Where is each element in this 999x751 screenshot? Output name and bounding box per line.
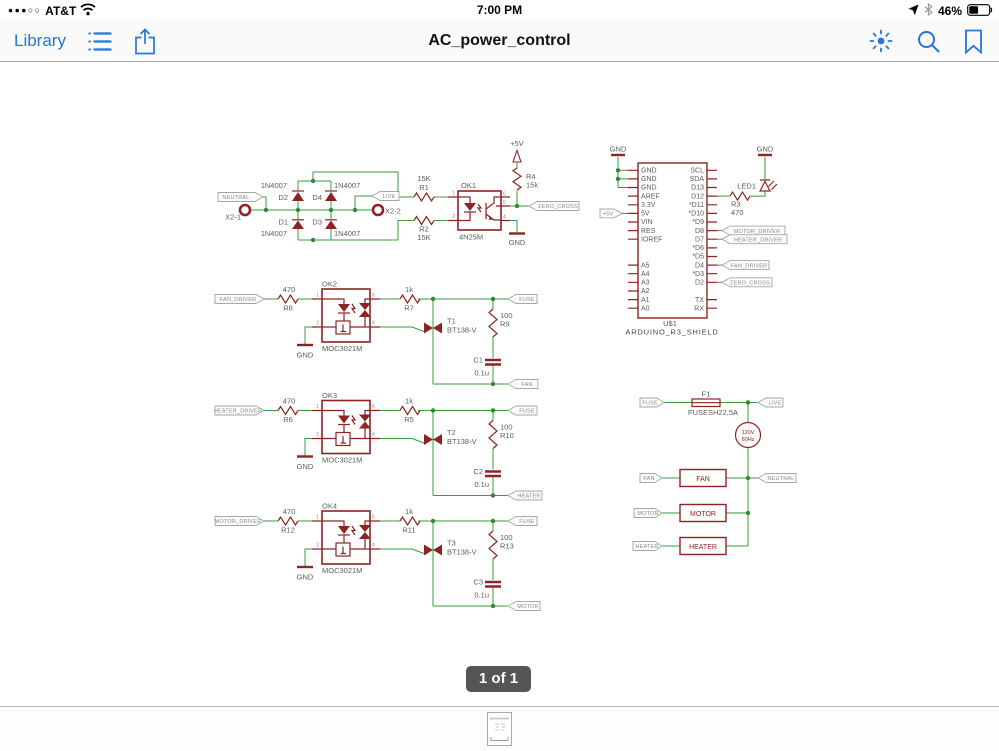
motor-driver-flag-text: MOTOR_DRIVER bbox=[733, 228, 781, 235]
resistor-output bbox=[400, 507, 420, 535]
live-flag bbox=[758, 398, 783, 407]
resistor-value: 470 bbox=[282, 396, 296, 406]
resistor-name: R11 bbox=[402, 525, 416, 535]
ok1-pin4: 4 bbox=[503, 214, 506, 221]
diode-d2-value: 1N4007 bbox=[260, 181, 287, 190]
gnd-symbol bbox=[297, 567, 314, 582]
motor-driver-flag bbox=[717, 226, 785, 235]
diode-d3 bbox=[312, 218, 360, 239]
resistor-name: R9 bbox=[500, 319, 510, 329]
library-back-button[interactable]: Library bbox=[14, 31, 66, 50]
resistor-name: R8 bbox=[283, 303, 293, 313]
motor-flag bbox=[634, 509, 662, 518]
supply-5v-label: +5V bbox=[510, 139, 524, 148]
pin-label: *D9 bbox=[692, 219, 704, 227]
arduino-refdes: U$1 bbox=[663, 319, 677, 328]
ok1-pin2: 2 bbox=[452, 214, 455, 220]
pin-number: 2 bbox=[316, 542, 319, 549]
snubber-capacitor bbox=[473, 467, 501, 489]
resistor-value: 470 bbox=[282, 507, 296, 516]
cap-name: C2 bbox=[473, 467, 483, 476]
pin-number: 2 bbox=[316, 432, 319, 438]
opto-channel-heater bbox=[214, 391, 542, 500]
r3-value: 470 bbox=[731, 208, 744, 217]
led1-name: LED1 bbox=[737, 181, 756, 191]
r4-value: 15k bbox=[526, 180, 539, 190]
pin-number: 4 bbox=[372, 320, 375, 327]
pin-label: IOREF bbox=[641, 236, 663, 244]
diode-d4-name: D4 bbox=[312, 193, 322, 202]
opto-channel-fan bbox=[215, 280, 538, 389]
r3-name: R3 bbox=[731, 199, 741, 209]
ac-voltage: 120V bbox=[741, 430, 755, 436]
resistor-input bbox=[278, 285, 298, 313]
pin-label: D12 bbox=[691, 193, 704, 201]
zero-cross-flag-arduino bbox=[717, 278, 772, 287]
pad-x2-2 bbox=[373, 205, 401, 216]
fan-driver-flag-text: FAN_DRIVER bbox=[730, 263, 768, 270]
opto-name: OK2 bbox=[322, 279, 338, 289]
pin-label: D4 bbox=[695, 262, 704, 270]
resistor-name: R12 bbox=[281, 525, 295, 535]
neutral-flag-text: NEUTRAL bbox=[222, 195, 250, 202]
signal-strength-icon: ●●●○○ bbox=[8, 5, 42, 15]
resistor-name: R10 bbox=[500, 431, 514, 440]
resistor-r4 bbox=[513, 168, 538, 190]
ac-source bbox=[736, 423, 761, 448]
fan-flag-text: FAN bbox=[643, 476, 655, 483]
gnd-label: GND bbox=[296, 462, 314, 471]
triac bbox=[424, 539, 477, 557]
diode-d3-name: D3 bbox=[312, 217, 322, 227]
bridge-rectifier bbox=[218, 172, 448, 242]
load-flag-text: MOTOR bbox=[517, 604, 539, 611]
snubber-resistor bbox=[489, 421, 514, 449]
resistor-name: R7 bbox=[404, 303, 414, 313]
opto-channel-motor bbox=[215, 502, 540, 611]
opto-part: MOC3021M bbox=[322, 566, 363, 575]
r4-name: R4 bbox=[526, 172, 536, 181]
resistor-input bbox=[278, 397, 298, 425]
resistor-value: 100 bbox=[500, 311, 513, 320]
cap-name: C1 bbox=[473, 355, 483, 365]
pin-label: D2 bbox=[695, 279, 704, 287]
fuse-input-flag-text: FUSE bbox=[642, 400, 658, 407]
motor-flag-text: MOTOR bbox=[637, 511, 659, 518]
pin-label: D7 bbox=[695, 236, 704, 244]
pin-label: AREF bbox=[641, 193, 660, 201]
f1-part: FUSESH22,5A bbox=[687, 408, 739, 417]
driver-flag-text: FAN_DRIVER bbox=[219, 297, 257, 304]
gnd-symbol-ok1 bbox=[509, 234, 526, 248]
clock-label: 7:00 PM bbox=[476, 3, 523, 17]
resistor-name: R5 bbox=[404, 415, 414, 424]
page-thumbnail-bar bbox=[0, 706, 999, 750]
pin-label: 3.3V bbox=[641, 202, 656, 209]
ok1-part: 4N25M bbox=[459, 232, 484, 242]
resistor-value: 1k bbox=[405, 507, 413, 516]
pin-label: VIN bbox=[641, 219, 653, 227]
resistor-value: 1k bbox=[405, 396, 413, 406]
neutral-flag-label bbox=[218, 193, 263, 202]
pin-label: A4 bbox=[641, 270, 650, 278]
triac-name: T1 bbox=[447, 316, 456, 326]
gnd-symbol-arduino-right bbox=[757, 145, 774, 156]
r2-value: 15K bbox=[417, 233, 431, 242]
neutral-flag-text: NEUTRAL bbox=[767, 476, 795, 483]
gnd-symbol bbox=[297, 345, 314, 360]
resistor-r1 bbox=[414, 174, 434, 201]
pin-label: A3 bbox=[641, 279, 650, 287]
pad-x2-1-label: X2-1 bbox=[225, 212, 241, 222]
carrier-label: AT&T bbox=[45, 4, 77, 18]
live-flag-text: LIVE bbox=[768, 400, 782, 407]
pin-label: A0 bbox=[641, 305, 650, 313]
gnd-ok1-label: GND bbox=[508, 238, 526, 247]
ok1-pin1: 1 bbox=[452, 190, 455, 197]
cap-name: C3 bbox=[473, 577, 483, 587]
diode-d2-name: D2 bbox=[278, 193, 288, 202]
resistor-value: 470 bbox=[282, 285, 296, 294]
ok1-pin5: 5 bbox=[503, 200, 506, 206]
pin-number: 4 bbox=[372, 432, 375, 438]
driver-flag bbox=[214, 406, 264, 415]
fuse-flag-text: FUSE bbox=[519, 408, 535, 415]
led1 bbox=[737, 157, 777, 196]
diode-d1-value: 1N4007 bbox=[260, 229, 287, 238]
zero-cross-detector bbox=[414, 139, 579, 247]
heater-driver-flag-text: HEATER_DRIVER bbox=[733, 237, 783, 244]
cap-value: 0.1u bbox=[474, 480, 489, 489]
heater-driver-flag bbox=[717, 235, 787, 244]
r1-name: R1 bbox=[419, 183, 429, 192]
resistor-name: R6 bbox=[283, 415, 293, 424]
pin-number: 6 bbox=[372, 404, 375, 410]
load-flag bbox=[508, 602, 540, 611]
fuse-flag-text: FUSE bbox=[519, 297, 535, 304]
pin-number: 6 bbox=[372, 514, 375, 521]
mains-section bbox=[633, 390, 796, 555]
fuse-f1 bbox=[688, 390, 738, 418]
pin-label: *D11 bbox=[688, 202, 704, 209]
gnd-label: GND bbox=[296, 350, 314, 360]
load-flag bbox=[508, 380, 538, 389]
pad-x2-2-label: X2-2 bbox=[385, 206, 401, 216]
pin-label: 5V bbox=[641, 210, 650, 218]
diode-d1-name: D1 bbox=[278, 217, 288, 227]
gnd-symbol-arduino-left bbox=[610, 145, 627, 156]
pin-label: GND bbox=[641, 184, 657, 192]
r1-value: 15K bbox=[417, 174, 431, 183]
pin-label: RES bbox=[641, 227, 656, 235]
neutral-flag-right bbox=[758, 474, 796, 483]
supply-5v-arrow bbox=[510, 139, 524, 162]
battery-percent-label: 46% bbox=[937, 4, 962, 18]
pin-label: SDA bbox=[689, 176, 704, 184]
driver-flag-text: HEATER_DRIVER bbox=[213, 408, 263, 415]
fuse-flag bbox=[508, 295, 537, 304]
pad-x2-1 bbox=[225, 205, 250, 222]
supply-5v-flag-text: +5V bbox=[602, 211, 614, 218]
pin-label: TX bbox=[695, 296, 704, 304]
page-number-badge: 1 of 1 bbox=[466, 666, 531, 692]
pin-label: *D10 bbox=[688, 210, 704, 218]
pin-number: 2 bbox=[316, 320, 319, 327]
opto-name: OK4 bbox=[322, 501, 338, 511]
snubber-capacitor bbox=[473, 578, 501, 600]
page-thumbnail-icon bbox=[487, 712, 512, 746]
pin-label: A1 bbox=[641, 296, 650, 304]
gnd-left-label: GND bbox=[609, 144, 627, 154]
driver-flag-text: MOTOR_DRIVER bbox=[214, 519, 262, 526]
load-flag bbox=[508, 491, 542, 500]
fuse-input-flag bbox=[640, 398, 664, 407]
pin-label: A2 bbox=[641, 288, 650, 296]
gnd-right-label: GND bbox=[756, 144, 774, 154]
triac-part: BT138-V bbox=[447, 325, 477, 335]
f1-name: F1 bbox=[701, 389, 711, 399]
ok1-name: OK1 bbox=[461, 181, 477, 190]
live-flag-text: LIVE bbox=[382, 194, 396, 201]
fuse-flag bbox=[508, 517, 537, 526]
heater-flag bbox=[633, 542, 662, 551]
ok1-pin6: 6 bbox=[503, 191, 506, 198]
pin-label: *D5 bbox=[692, 253, 704, 261]
zero-cross-flag-text: ZERO_CROSS bbox=[730, 280, 770, 287]
optocoupler-box bbox=[322, 391, 371, 465]
opto-part: MOC3021M bbox=[322, 455, 363, 465]
fuse-flag bbox=[508, 406, 537, 415]
resistor-value: 100 bbox=[500, 422, 513, 432]
optocoupler-box bbox=[322, 502, 371, 576]
page-thumbnail[interactable] bbox=[487, 712, 512, 746]
fuse-flag-text: FUSE bbox=[519, 519, 535, 526]
fan-load-label: FAN bbox=[696, 476, 710, 483]
snubber-capacitor bbox=[473, 356, 501, 378]
heater-load-label: HEATER bbox=[689, 544, 717, 551]
live-flag-label bbox=[372, 192, 399, 201]
driver-flag bbox=[215, 517, 264, 526]
resistor-output bbox=[400, 397, 420, 425]
resistor-r3 bbox=[717, 192, 750, 217]
diode-d4-value: 1N4007 bbox=[334, 181, 361, 190]
arduino-part: ARDUINO_R3_SHIELD bbox=[625, 327, 719, 337]
heater-load-box bbox=[680, 538, 726, 555]
pin-label: GND bbox=[641, 176, 657, 184]
pin-number: 6 bbox=[372, 292, 375, 299]
pin-label: SCL bbox=[690, 167, 704, 175]
triac-name: T3 bbox=[447, 538, 456, 548]
fan-load-box bbox=[680, 470, 726, 487]
resistor-r2 bbox=[414, 217, 434, 243]
pin-label: *D6 bbox=[692, 245, 704, 253]
triac-part: BT138-V bbox=[447, 437, 477, 446]
load-flag-text: FAN bbox=[521, 382, 533, 389]
pin-number: 4 bbox=[372, 542, 375, 549]
pin-label: *D3 bbox=[692, 270, 704, 278]
pin-number: 1 bbox=[316, 404, 319, 410]
document-title: AC_power_control bbox=[428, 32, 571, 49]
pin-label: GND bbox=[641, 167, 657, 175]
cap-value: 0.1u bbox=[474, 368, 489, 378]
triac-name: T2 bbox=[447, 428, 456, 437]
triac-part: BT138-V bbox=[447, 547, 477, 557]
resistor-output bbox=[400, 285, 420, 313]
snubber-resistor bbox=[489, 309, 513, 337]
arduino-shield bbox=[600, 145, 787, 337]
pin-label: A5 bbox=[641, 262, 650, 270]
pdf-page[interactable] bbox=[0, 62, 999, 706]
zero-cross-flag-label bbox=[529, 202, 579, 211]
motor-load-box bbox=[680, 505, 726, 522]
fan-flag bbox=[640, 474, 662, 483]
pin-label: D8 bbox=[695, 227, 704, 235]
diode-d3-value: 1N4007 bbox=[334, 229, 361, 238]
fan-driver-flag bbox=[717, 261, 769, 270]
pin-label: D13 bbox=[691, 184, 704, 192]
snubber-resistor bbox=[489, 531, 514, 559]
pin-number: 1 bbox=[316, 292, 319, 299]
ac-frequency: 60Hz bbox=[741, 437, 755, 443]
zero-cross-flag-text: ZERO_CROSS bbox=[538, 204, 578, 211]
triac bbox=[424, 428, 477, 446]
diode-d4 bbox=[312, 181, 360, 202]
resistor-input bbox=[278, 507, 298, 535]
pin-number: 1 bbox=[316, 514, 319, 521]
heater-flag-text: HEATER bbox=[635, 544, 659, 551]
gnd-label: GND bbox=[296, 572, 314, 582]
pin-label: RX bbox=[694, 305, 704, 313]
triac bbox=[424, 317, 477, 335]
supply-5v-flag-arduino bbox=[600, 209, 622, 218]
resistor-value: 1k bbox=[405, 285, 413, 294]
optocoupler-ok1 bbox=[458, 181, 501, 242]
resistor-value: 100 bbox=[500, 533, 513, 542]
r2-name: R2 bbox=[419, 224, 429, 234]
cap-value: 0.1u bbox=[474, 590, 489, 600]
gnd-symbol bbox=[297, 457, 314, 472]
motor-load-label: MOTOR bbox=[690, 511, 716, 518]
opto-name: OK3 bbox=[322, 391, 338, 400]
driver-flag bbox=[215, 295, 264, 304]
optocoupler-box bbox=[322, 280, 371, 354]
resistor-name: R13 bbox=[500, 541, 514, 551]
opto-part: MOC3021M bbox=[322, 344, 363, 353]
load-flag-text: HEATER bbox=[517, 493, 541, 500]
